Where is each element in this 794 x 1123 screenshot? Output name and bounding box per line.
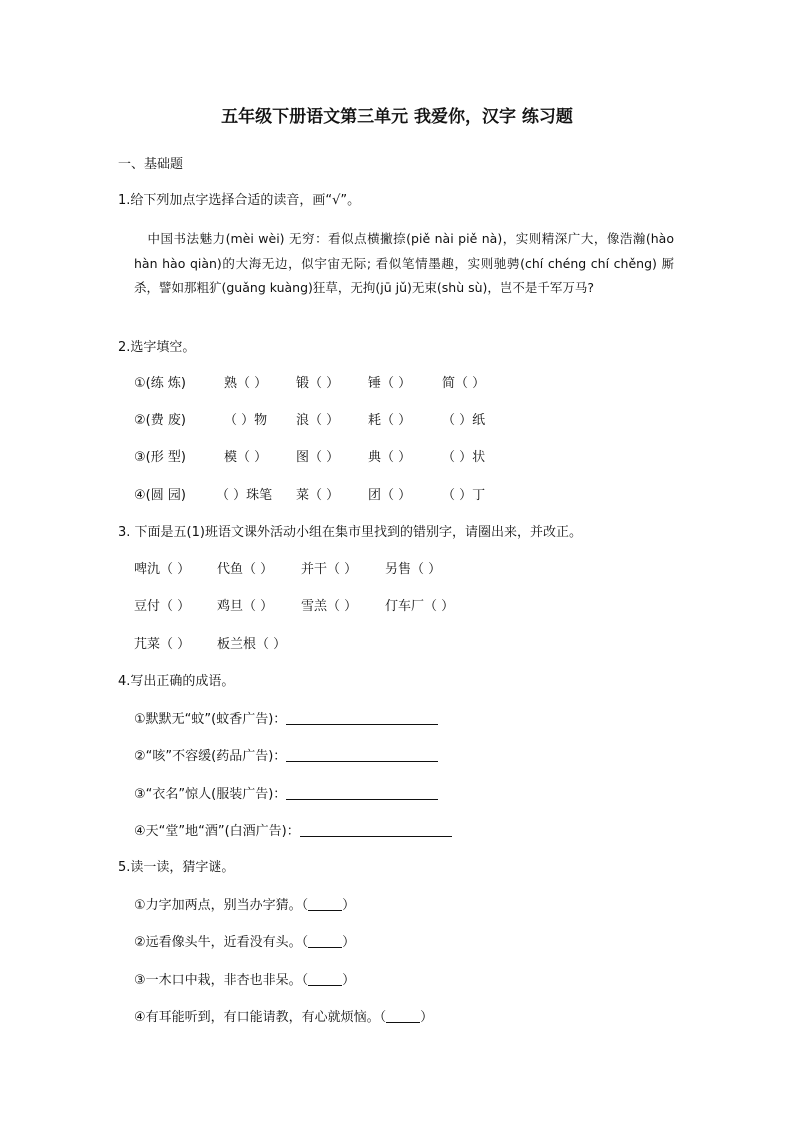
q2-row-2-item: （ ）物 [224, 413, 268, 428]
q3-item: 啤氿（ ） [134, 562, 191, 577]
close-paren: ） [342, 935, 356, 950]
q2-row-4-label: ④(圆 园) [134, 488, 186, 503]
question-3-stem: 3. 下面是五(1)班语文课外活动小组在集市里找到的错别字，请圈出来，并改正。 [118, 525, 582, 540]
q2-row-2-label: ②(费 废) [134, 413, 186, 428]
q3-item: 板兰根（ ） [217, 637, 287, 652]
q2-row-4-item: 团（ ） [368, 488, 412, 503]
riddle-text: ④有耳能听到，有口能请教，有心就烦恼。（ [134, 1010, 387, 1025]
question-4-stem: 4.写出正确的成语。 [118, 674, 235, 689]
q2-row-1-label: ①(练 炼) [134, 376, 186, 391]
close-paren: ） [420, 1010, 434, 1025]
question-5-stem: 5.读一读，猜字谜。 [118, 860, 235, 875]
q2-row-2-item: （ ）纸 [442, 413, 486, 428]
q4-item [134, 747, 438, 766]
riddle-item [134, 1008, 433, 1027]
q3-item: 仃车厂（ ） [385, 599, 455, 614]
q2-row-4-item: （ ）珠笔 [216, 488, 273, 503]
passage-text: 中国书法魅力(mèi wèi) 无穷：看似点横撇捺(piě nài piě nà)，实则精深广大，像浩瀚(hào hàn hào qiàn)的大海无边，似宇宙无际; 看似笔情墨趣，实则驰骋(chí chéng chí chěng) 厮杀，譬如那粗犷(guǎng kuàng)狂草，无拘(jū jǔ)无束(shù sù)，岂不是千军万马? [134, 231, 674, 295]
q2-row-1-item: 锤（ ） [368, 376, 412, 391]
q3-item: 芁菜（ ） [134, 637, 191, 652]
q4-item-text: ②“咳”不容缓(药品广告)： [134, 749, 287, 764]
answer-blank[interactable] [386, 1008, 420, 1023]
q3-item: 代鱼（ ） [217, 562, 274, 577]
riddle-text: ③一木口中栽，非杏也非呆。（ [134, 973, 309, 988]
q2-row-1-item: 熟（ ） [224, 376, 268, 391]
q2-row-3-item: 模（ ） [224, 450, 268, 465]
q2-row-2-item: 耗（ ） [368, 413, 412, 428]
q4-item [134, 785, 438, 804]
q4-item-text: ④天“堂”地“酒”(白酒广告)： [134, 824, 300, 839]
answer-blank[interactable] [300, 822, 452, 837]
q4-item [134, 822, 452, 841]
q2-row-1-item: 简（ ） [442, 376, 486, 391]
answer-blank[interactable] [308, 896, 342, 911]
q2-row-4-item: 菜（ ） [296, 488, 340, 503]
riddle-text: ②远看像头牛，近看没有头。（ [134, 935, 309, 950]
riddle-item [134, 933, 355, 952]
q3-item: 雪羔（ ） [301, 599, 358, 614]
q4-item-text: ③“衣名”惊人(服装广告)： [134, 787, 287, 802]
answer-blank[interactable] [286, 785, 438, 800]
close-paren: ） [342, 898, 356, 913]
q2-row-3-item: 图（ ） [296, 450, 340, 465]
answer-blank[interactable] [308, 933, 342, 948]
q2-row-4-item: （ ）丁 [442, 488, 486, 503]
answer-blank[interactable] [308, 971, 342, 986]
q2-row-3-item: 典（ ） [368, 450, 412, 465]
question-1-passage [134, 227, 674, 301]
close-paren: ） [342, 973, 356, 988]
q2-row-3-item: （ ）状 [442, 450, 486, 465]
q2-row-1-item: 锻（ ） [296, 376, 340, 391]
q3-item: 并干（ ） [301, 562, 358, 577]
answer-blank[interactable] [286, 710, 438, 725]
q3-item: 另售（ ） [385, 562, 442, 577]
riddle-item [134, 971, 355, 990]
q3-item: 豆付（ ） [134, 599, 191, 614]
riddle-item [134, 896, 355, 915]
q3-item: 鸡旦（ ） [217, 599, 274, 614]
question-2-stem: 2.选字填空。 [118, 340, 196, 355]
q2-row-2-item: 浪（ ） [296, 413, 340, 428]
q4-item-text: ①默默无“蚊”(蚊香广告)： [134, 712, 287, 727]
q4-item [134, 710, 438, 729]
page-title: 五年级下册语文第三单元 我爱你，汉字 练习题 [221, 107, 573, 127]
answer-blank[interactable] [286, 747, 438, 762]
riddle-text: ①力字加两点，别当办字猜。（ [134, 898, 309, 913]
section-heading: 一、基础题 [118, 157, 184, 172]
q2-row-3-label: ③(形 型) [134, 450, 186, 465]
question-1-stem: 1.给下列加点字选择合适的读音，画“√”。 [118, 193, 361, 208]
